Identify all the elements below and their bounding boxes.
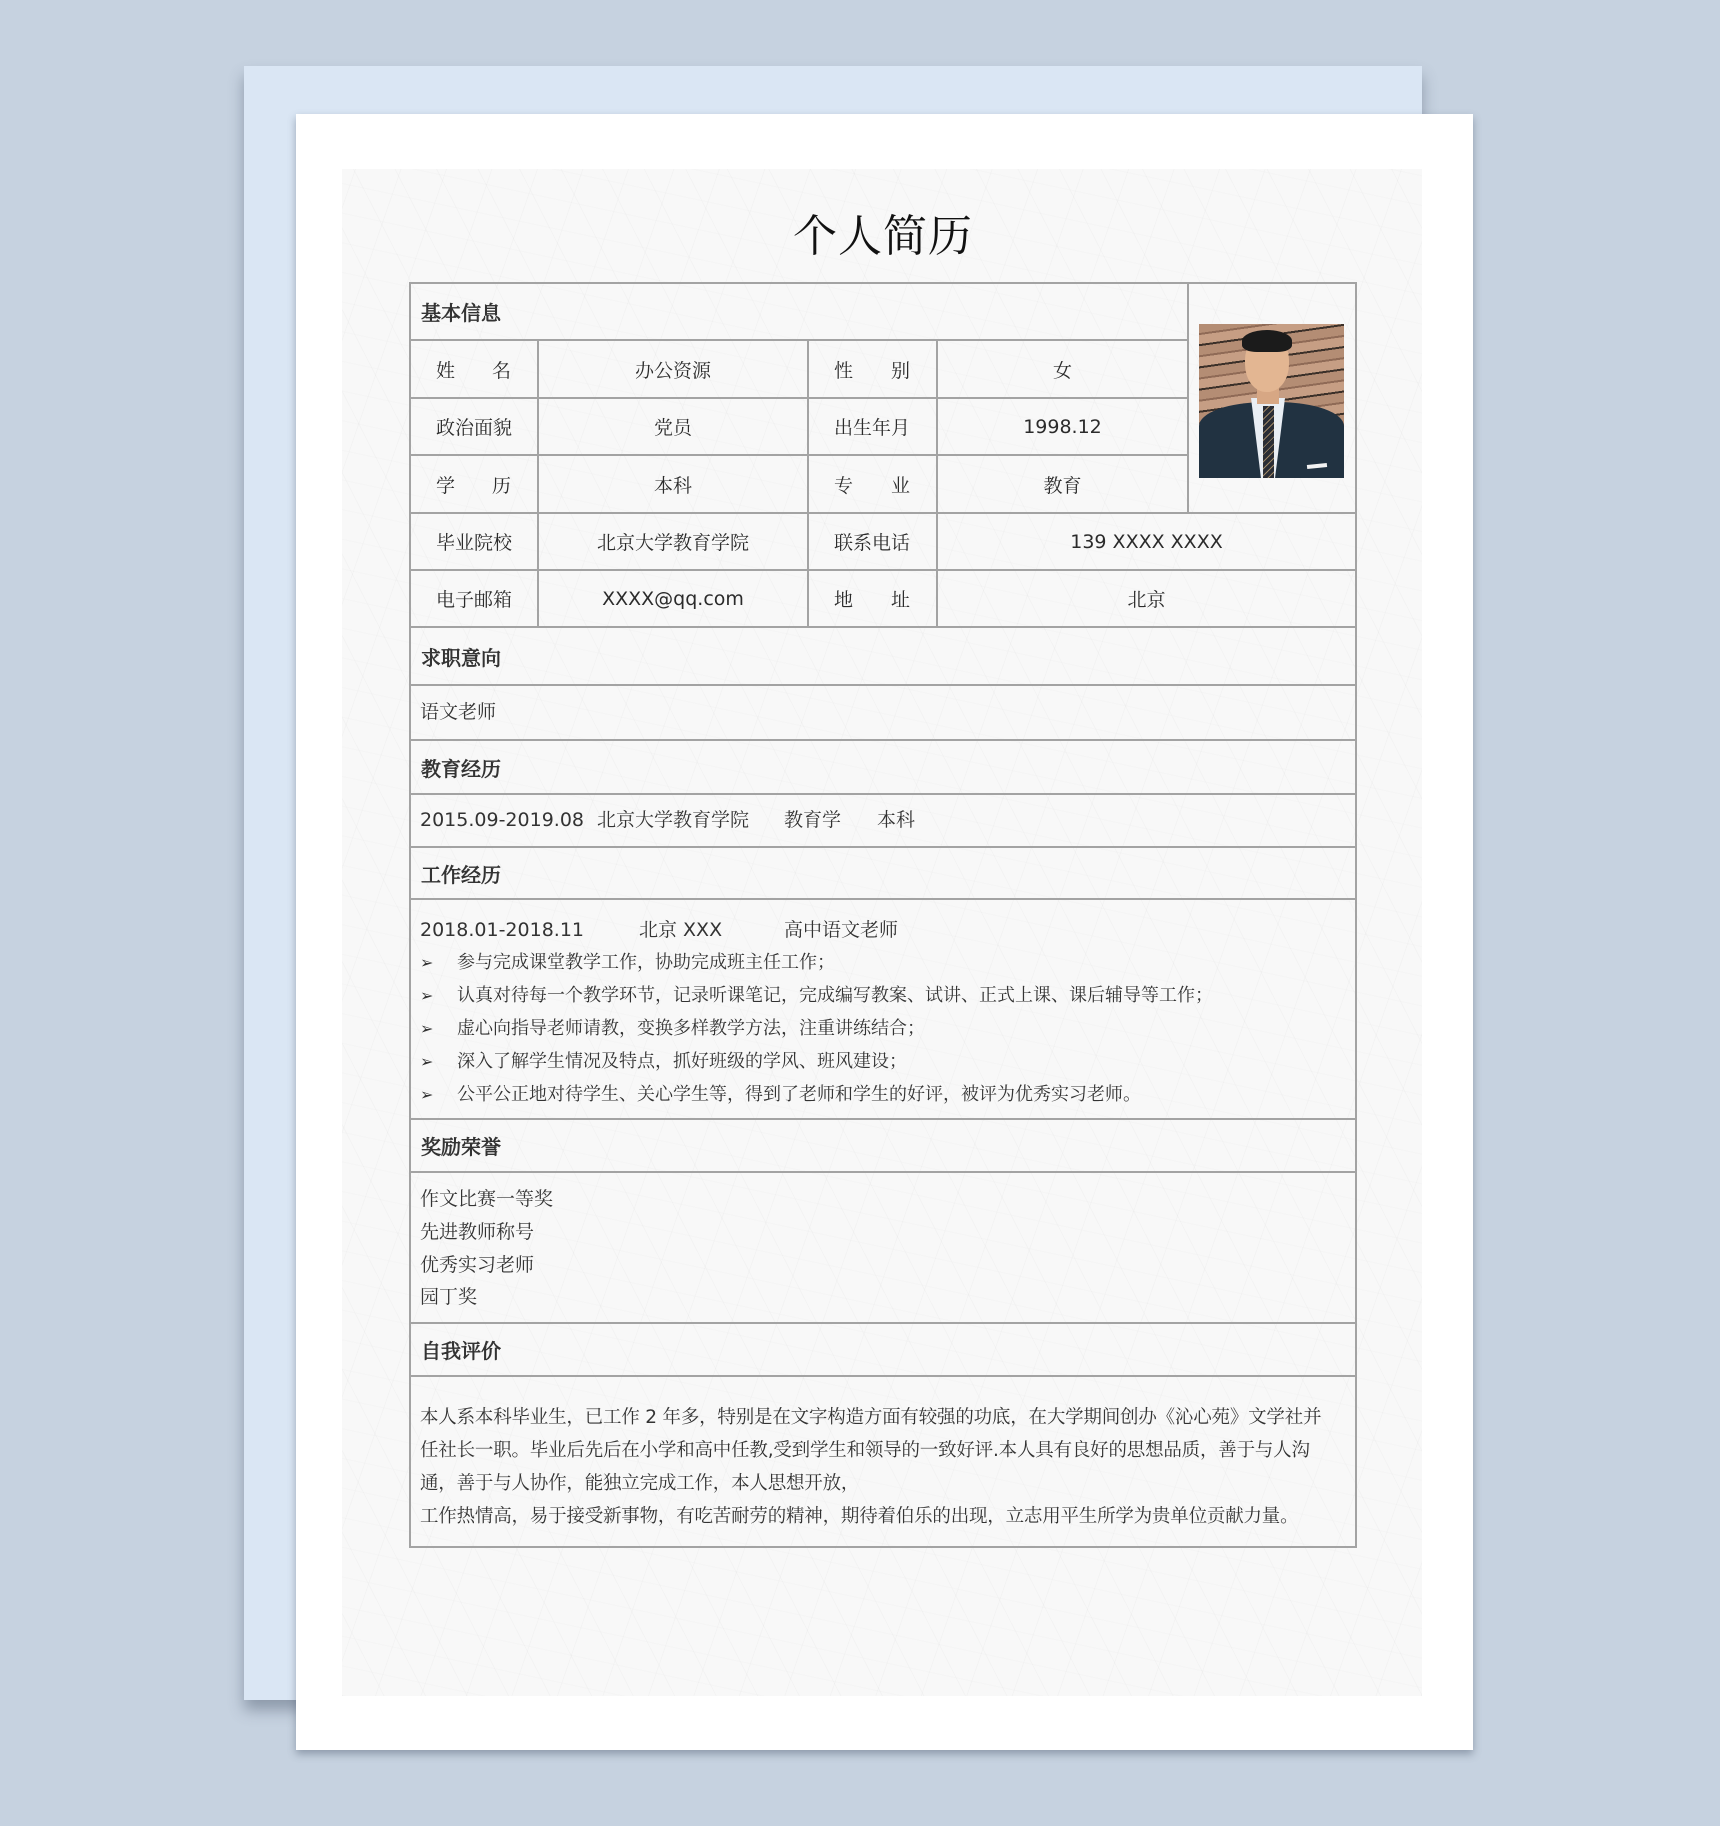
education-major: 教育学 <box>784 809 842 831</box>
section-header-awards: 奖励荣誉 <box>421 1135 501 1159</box>
work-duty <box>420 1081 1141 1109</box>
work-position: 高中语文老师 <box>784 919 899 941</box>
divider <box>1187 284 1189 512</box>
work-duty <box>420 1048 907 1076</box>
label-char: 址 <box>890 589 910 611</box>
value-gender: 女 <box>1052 359 1072 382</box>
label-char: 历 <box>491 474 511 497</box>
divider <box>411 626 1355 628</box>
photo-tie <box>1263 406 1274 478</box>
work-duty <box>420 1015 925 1043</box>
section-header-self-evaluation: 自我评价 <box>421 1339 501 1363</box>
award-item: 优秀实习老师 <box>420 1254 535 1276</box>
label-political-status: 政治面貌 <box>436 417 513 439</box>
work-company: 北京 XXX <box>639 919 723 941</box>
resume-table <box>409 282 1357 1548</box>
divider <box>411 1322 1355 1324</box>
self-evaluation-line: 本人系本科毕业生，已工作 2 年多，特别是在文字构造方面有较强的功底，在大学期间创办《沁心苑》文学社并 <box>420 1407 1322 1428</box>
self-evaluation-line: 任社长一职。毕业后先后在小学和高中任教,受到学生和领导的一致好评.本人具有良好的思想品质，善于与人沟 <box>420 1440 1310 1461</box>
divider <box>411 1171 1355 1173</box>
value-phone: 139 XXXX XXXX <box>1070 530 1223 553</box>
label-birth-date: 出生年月 <box>834 417 911 439</box>
label-char: 别 <box>890 359 910 382</box>
value-address: 北京 <box>1127 589 1166 611</box>
work-period: 2018.01-2018.11 <box>420 919 584 941</box>
value-email: XXXX@qq.com <box>602 587 744 610</box>
divider <box>411 739 1355 741</box>
section-header-basic-info: 基本信息 <box>421 301 501 325</box>
arrow-bullet-icon: ➢ <box>420 986 434 1005</box>
label-major <box>809 456 936 512</box>
section-header-work: 工作经历 <box>421 863 501 887</box>
label-email: 电子邮箱 <box>436 589 513 611</box>
self-evaluation-line: 通，善于与人协作，能独立完成工作，本人思想开放， <box>420 1473 860 1494</box>
label-education-level <box>411 456 537 512</box>
arrow-bullet-icon: ➢ <box>420 1052 434 1071</box>
work-duty <box>420 982 1213 1010</box>
duty-text: 深入了解学生情况及特点，抓好班级的学风、班风建设； <box>457 1051 907 1072</box>
duty-text: 参与完成课堂教学工作，协助完成班主任工作； <box>457 952 835 973</box>
award-item: 园丁奖 <box>420 1286 478 1308</box>
label-graduate-school: 毕业院校 <box>436 532 513 554</box>
award-item: 先进教师称号 <box>420 1221 535 1243</box>
arrow-bullet-icon: ➢ <box>420 1085 434 1104</box>
value-birth-date: 1998.12 <box>1023 415 1102 438</box>
duty-text: 公平公正地对待学生、关心学生等，得到了老师和学生的好评，被评为优秀实习老师。 <box>457 1084 1141 1105</box>
label-char: 学 <box>436 474 456 497</box>
self-evaluation-line: 工作热情高，易于接受新事物，有吃苦耐劳的精神，期待着伯乐的出现，立志用平生所学为贵单位贡献力量。 <box>420 1506 1299 1527</box>
label-char: 业 <box>890 474 910 497</box>
label-char: 姓 <box>436 359 456 382</box>
divider <box>411 1375 1355 1377</box>
award-item: 作文比赛一等奖 <box>420 1188 554 1210</box>
work-duty <box>420 949 835 977</box>
value-graduate-school: 北京大学教育学院 <box>596 532 749 554</box>
value-name: 办公资源 <box>634 359 711 382</box>
education-school: 北京大学教育学院 <box>597 809 750 831</box>
label-char: 专 <box>834 474 854 497</box>
section-header-education: 教育经历 <box>421 756 501 781</box>
section-header-job-intention: 求职意向 <box>421 645 501 670</box>
label-char: 名 <box>491 359 511 382</box>
divider <box>411 1118 1355 1120</box>
value-major: 教育 <box>1043 474 1082 497</box>
divider <box>411 684 1355 686</box>
resume-title: 个人简历 <box>793 211 973 262</box>
label-name <box>411 341 537 397</box>
label-char: 地 <box>834 589 854 611</box>
portrait-photo <box>1199 324 1344 478</box>
label-address <box>809 571 936 626</box>
divider <box>411 846 1355 848</box>
value-political-status: 党员 <box>653 417 692 439</box>
arrow-bullet-icon: ➢ <box>420 953 434 972</box>
divider <box>411 898 1355 900</box>
duty-text: 虚心向指导老师请教，变换多样教学方法，注重讲练结合； <box>457 1018 925 1039</box>
education-period: 2015.09-2019.08 <box>420 809 584 831</box>
photo-hair <box>1242 330 1292 352</box>
label-gender <box>809 341 936 397</box>
education-degree: 本科 <box>877 809 916 831</box>
label-char: 性 <box>834 359 854 382</box>
value-education-level: 本科 <box>653 474 692 497</box>
arrow-bullet-icon: ➢ <box>420 1019 434 1038</box>
label-phone: 联系电话 <box>834 532 911 554</box>
job-intention-value: 语文老师 <box>420 701 497 723</box>
duty-text: 认真对待每一个教学环节，记录听课笔记，完成编写教案、试讲、正式上课、课后辅导等工作； <box>457 985 1213 1006</box>
